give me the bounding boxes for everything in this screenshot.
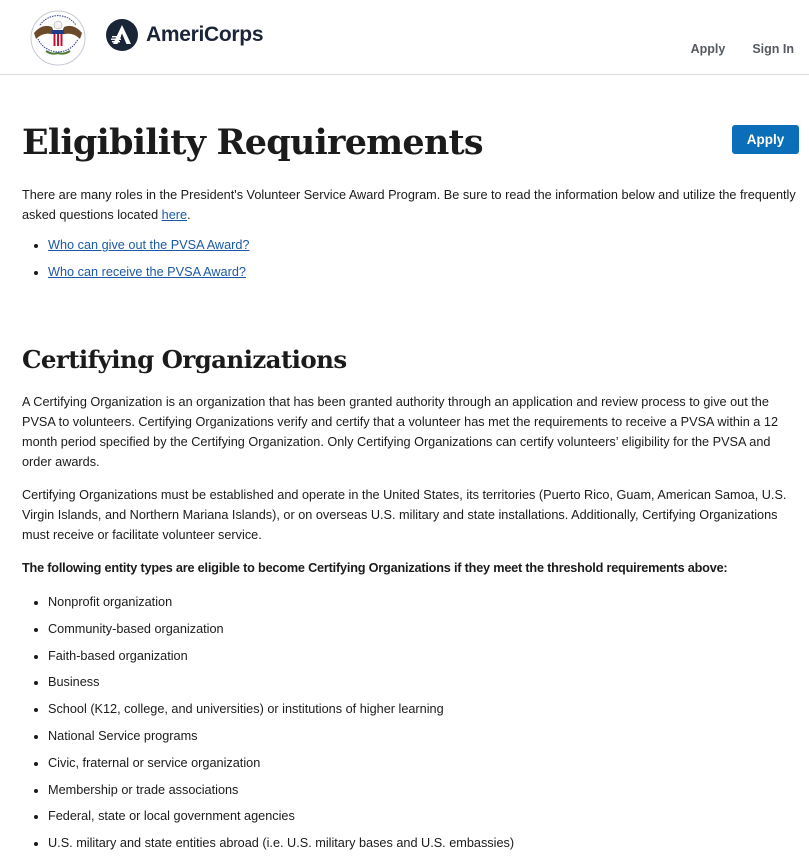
pvsa-seal-logo[interactable] xyxy=(28,9,88,67)
certifying-organizations-heading: Certifying Organizations xyxy=(22,345,347,374)
americorps-emblem-icon xyxy=(106,19,138,51)
site-header xyxy=(0,0,809,75)
entity-type-item: • School (K12, college, and universities) or institutions of higher learning xyxy=(48,696,514,723)
intro-text: There are many roles in the President's Volunteer Service Award Program. Be sure to read the information below and utilize the frequently asked questions located xyxy=(22,188,796,222)
entity-types-list xyxy=(22,589,514,857)
entity-type-item: • Civic, fraternal or service organization xyxy=(48,750,514,777)
faq-here-link[interactable]: here xyxy=(161,208,188,222)
certifying-paragraph-2: Certifying Organizations must be established and operate in the United States, its territories (Puerto Rico, Guam, American Samoa, U.S. Virgin Islands, and Northern Mariana Islands), or on overseas U.S. military and state installations. Additionally, Certifying Organizations must receive or facilitate volunteer service. xyxy=(22,488,787,542)
entity-type-item: • Federal, state or local government agencies xyxy=(48,803,514,830)
quick-links-list xyxy=(22,232,249,286)
apply-button[interactable]: Apply xyxy=(732,125,799,154)
entity-type-item: • Membership or trade associations xyxy=(48,777,514,804)
intro-paragraph xyxy=(22,185,807,225)
entity-type-item: • National Service programs xyxy=(48,723,514,750)
page-title: Eligibility Requirements xyxy=(22,122,483,163)
certifying-paragraph-1: A Certifying Organization is an organization that has been granted authority through an application and review process to give out the PVSA to volunteers. Certifying Organizations verify and certify that a volunteer has met the requirements to receive a PVSA within a 12 month period specified by the Certifying Organization. Only Certifying Organizations can certify volunteers’ eligibility for the PVSA and order awards. xyxy=(22,395,778,469)
americorps-logo[interactable] xyxy=(106,19,263,51)
entity-type-item: • Business xyxy=(48,669,514,696)
entity-types-intro: The following entity types are eligible to become Certifying Organizations if they meet the threshold requirements above: xyxy=(22,561,728,575)
nav-apply-link[interactable]: Apply xyxy=(690,42,726,56)
entity-type-item: • Community-based organization xyxy=(48,616,514,643)
who-can-receive-link[interactable]: Who can receive the PVSA Award? xyxy=(48,265,246,279)
nav-sign-in-link[interactable]: Sign In xyxy=(752,42,794,56)
header-nav xyxy=(691,42,794,56)
entity-type-item: • Faith-based organization xyxy=(48,643,514,670)
americorps-wordmark: AmeriCorps xyxy=(146,23,264,46)
intro-end: . xyxy=(187,208,191,222)
entity-type-item: • Nonprofit organization xyxy=(48,589,514,616)
quick-link-item xyxy=(48,259,249,286)
quick-link-item xyxy=(48,232,249,259)
who-can-give-link[interactable]: Who can give out the PVSA Award? xyxy=(48,238,250,252)
entity-type-item: • U.S. military and state entities abroad (i.e. U.S. military bases and U.S. embassies) xyxy=(48,830,514,857)
